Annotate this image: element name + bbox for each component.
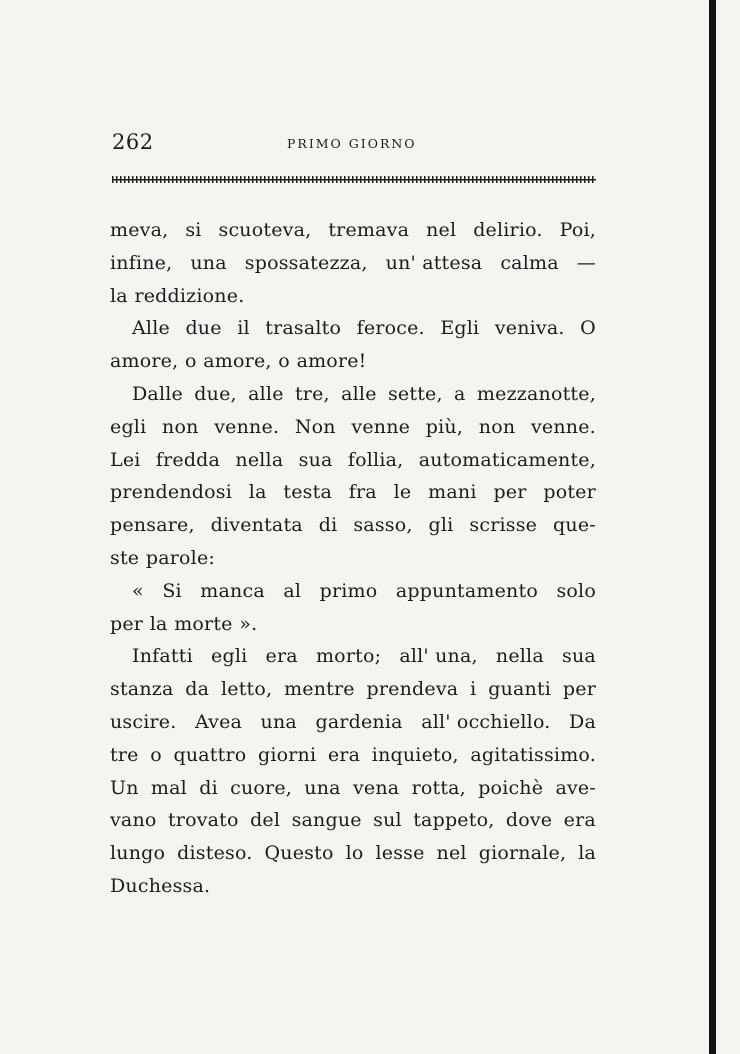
word: due, <box>194 382 237 405</box>
word: agitatissimo. <box>470 743 596 766</box>
word: Poi, <box>559 219 596 241</box>
word: alle <box>248 382 284 405</box>
text-line <box>110 411 596 444</box>
word: o <box>150 743 162 766</box>
word: venne. <box>214 415 280 438</box>
word: all' una, <box>399 645 478 668</box>
word: Questo <box>264 842 334 865</box>
word: Avea <box>194 710 243 733</box>
word: nel <box>436 842 467 865</box>
word: reddizione. <box>134 284 245 307</box>
word: giornale, <box>478 842 567 865</box>
word: Non <box>294 415 336 438</box>
word: giorni <box>258 743 317 766</box>
word: nel <box>426 219 457 241</box>
word: nella <box>235 448 284 471</box>
word: sasso, <box>353 514 413 537</box>
word: calma <box>500 251 559 274</box>
word: sua <box>298 448 333 471</box>
running-title: PRIMO GIORNO <box>287 136 417 151</box>
word: feroce. <box>356 317 425 340</box>
page-header <box>112 130 592 158</box>
word: la <box>149 612 168 635</box>
word: guanti <box>488 678 552 701</box>
word: tremava <box>328 219 410 241</box>
word: dove <box>505 809 553 832</box>
text-line <box>110 739 596 772</box>
word: di <box>199 776 218 799</box>
word: Duchessa. <box>110 874 211 897</box>
text-line <box>110 706 596 739</box>
word: una <box>190 251 227 274</box>
word: prendeva <box>366 678 459 701</box>
word: tre, <box>294 382 330 405</box>
word: egli <box>211 645 248 668</box>
word: manca <box>200 579 265 602</box>
text-line <box>110 444 596 477</box>
word: rotta, <box>411 776 466 799</box>
word: venne <box>351 415 411 438</box>
word: trovato <box>167 809 239 832</box>
word: non <box>162 415 199 438</box>
word: follia, <box>347 448 404 471</box>
body-text <box>110 214 596 903</box>
text-line <box>110 575 596 608</box>
word: per <box>562 678 596 701</box>
word: egli <box>110 415 147 438</box>
word: primo <box>319 579 378 602</box>
word: una <box>304 776 341 799</box>
word: lesse <box>375 842 425 865</box>
word: era <box>265 645 298 668</box>
word: tappeto, <box>413 809 495 832</box>
word: diventata <box>210 514 303 537</box>
word: que- <box>553 514 596 537</box>
text-line <box>110 804 596 837</box>
word: era <box>327 743 361 766</box>
word: letto, <box>220 678 273 701</box>
word: il <box>237 317 250 340</box>
word: morto; <box>315 645 382 668</box>
word: tre <box>110 743 139 766</box>
word: più, <box>425 415 464 438</box>
word: al <box>283 579 302 602</box>
word: inquieto, <box>371 743 459 766</box>
word: non <box>478 415 516 438</box>
word: fra <box>348 481 377 504</box>
word: Lei <box>110 448 141 471</box>
text-line <box>110 640 596 673</box>
word: quattro <box>173 743 247 766</box>
word: vano <box>110 809 157 832</box>
word: veniva. <box>494 317 565 340</box>
word: poichè <box>478 776 544 799</box>
text-line <box>110 280 596 313</box>
word: era <box>563 809 596 832</box>
text-line <box>110 772 596 805</box>
word: mezzanotte, <box>476 382 596 405</box>
word: di <box>318 514 338 537</box>
text-line <box>110 509 596 542</box>
word: a <box>454 382 466 405</box>
word: mentre <box>284 678 355 701</box>
word: disteso. <box>177 842 253 865</box>
word: Alle <box>132 317 170 340</box>
page-number: 262 <box>112 130 154 154</box>
word: sangue <box>291 809 362 832</box>
word: « <box>132 579 144 602</box>
word: cuore, <box>230 776 293 799</box>
word: le <box>393 481 412 504</box>
text-line <box>110 673 596 706</box>
word: lo <box>345 842 364 865</box>
word: la <box>578 842 596 865</box>
word: ». <box>239 612 258 635</box>
decorative-rule <box>112 176 596 183</box>
word: o <box>185 350 197 373</box>
word: Dalle <box>132 382 183 405</box>
word: — <box>576 251 596 274</box>
word: trasalto <box>265 317 342 340</box>
word: la <box>248 481 267 504</box>
word: Egli <box>440 317 480 340</box>
text-line <box>110 247 596 280</box>
word: un' attesa <box>385 251 483 274</box>
word: automaticamente, <box>418 448 596 471</box>
word: sette, <box>387 382 443 405</box>
word: uscire. <box>110 710 177 733</box>
text-line <box>110 608 596 641</box>
word: solo <box>556 579 596 602</box>
word: gardenia <box>315 710 403 733</box>
word: lungo <box>110 842 166 865</box>
word: scuoteva, <box>218 219 312 241</box>
word: si <box>185 219 202 241</box>
word: amore, <box>110 350 179 373</box>
word: poter <box>543 481 596 504</box>
word: Infatti <box>132 645 193 668</box>
word: spossatezza, <box>244 251 368 274</box>
word: i <box>470 678 477 701</box>
word: del <box>250 809 281 832</box>
text-line <box>110 542 596 575</box>
word: stanza <box>110 678 174 701</box>
word: la <box>110 284 128 307</box>
text-line <box>110 214 596 247</box>
word: sua <box>562 645 596 668</box>
word: testa <box>283 481 332 504</box>
word: da <box>185 678 210 701</box>
word: o <box>278 350 290 373</box>
word: appuntamento <box>395 579 538 602</box>
word: fredda <box>155 448 221 471</box>
word: alle <box>341 382 377 405</box>
word: prendendosi <box>110 481 232 504</box>
text-line <box>110 837 596 870</box>
word: vena <box>352 776 400 799</box>
word: Si <box>162 579 182 602</box>
word: morte <box>174 612 233 635</box>
word: parole: <box>145 546 216 569</box>
text-line <box>110 312 596 345</box>
word: nella <box>495 645 544 668</box>
word: meva, <box>110 219 169 241</box>
word: delirio. <box>473 219 543 241</box>
word: per <box>110 612 144 635</box>
word: all' occhiello. <box>421 710 551 733</box>
word: ste <box>110 546 140 569</box>
word: pensare, <box>110 514 195 537</box>
word: infine, <box>110 251 173 274</box>
word: amore, <box>203 350 272 373</box>
text-line <box>110 378 596 411</box>
word: scrisse <box>469 514 538 537</box>
word: ave- <box>555 776 596 799</box>
word: O <box>580 317 596 340</box>
word: gli <box>428 514 454 537</box>
word: una <box>260 710 297 733</box>
text-line <box>110 476 596 509</box>
text-line <box>110 870 596 903</box>
word: Un <box>110 776 139 799</box>
page-edge-shadow <box>709 0 716 1054</box>
word: amore! <box>296 350 367 373</box>
word: Da <box>569 710 596 733</box>
word: mal <box>150 776 187 799</box>
word: mani <box>428 481 477 504</box>
text-line <box>110 345 596 378</box>
word: sul <box>373 809 402 832</box>
word: venne. <box>530 415 596 438</box>
word: due <box>185 317 222 340</box>
word: per <box>493 481 527 504</box>
